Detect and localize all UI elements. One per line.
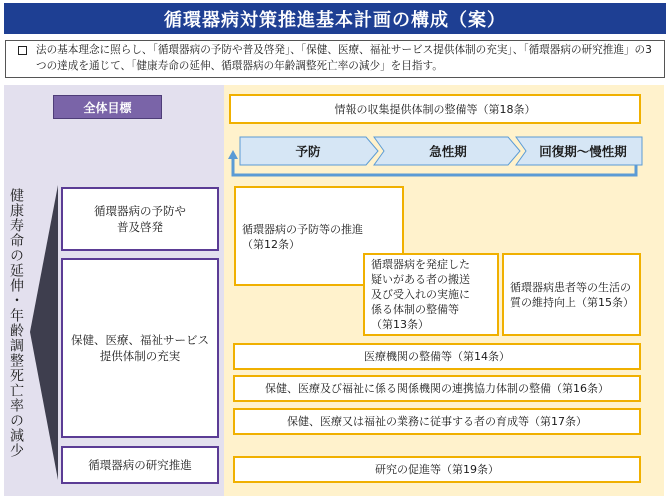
measure-art12: 循環器病の予防等の推進 （第12条） xyxy=(234,186,404,286)
intro-statement xyxy=(5,40,665,78)
phase-label-acute: 急性期 xyxy=(429,144,467,159)
page-title: 循環器病対策推進基本計画の構成（案） xyxy=(4,3,666,34)
care-phases xyxy=(228,131,648,179)
measure-art19: 研究の促進等（第19条） xyxy=(233,456,641,483)
pillar-prevention: 循環器病の予防や 普及啓発 xyxy=(61,187,219,251)
measure-art17: 保健、医療又は福祉の業務に従事する者の育成等（第17条） xyxy=(233,408,641,435)
pillar-services: 保健、医療、福祉サービス 提供体制の充実 xyxy=(61,258,219,438)
loop-arrowhead-icon xyxy=(228,150,238,159)
measure-art15: 循環器病患者等の生活の質の維持向上（第15条） xyxy=(502,253,641,336)
square-bullet-icon xyxy=(18,46,27,55)
phase-label-recovery: 回復期～慢性期 xyxy=(539,144,627,159)
measure-art18: 情報の収集提供体制の整備等（第18条） xyxy=(229,94,641,124)
measure-art14: 医療機関の整備等（第14条） xyxy=(233,343,641,370)
measure-art16: 保健、医療及び福祉に係る関係機関の連携協力体制の整備（第16条） xyxy=(233,375,641,402)
overall-goal-text: 健康寿命の延伸・年齢調整死亡率の減少 xyxy=(8,188,24,458)
left-arrow-icon xyxy=(30,185,60,480)
overall-goal-badge: 全体目標 xyxy=(53,95,162,119)
pillar-research: 循環器病の研究推進 xyxy=(61,446,219,484)
intro-text: 法の基本理念に照らし、「循環器病の予防や普及啓発」、「保健、医療、福祉サービス提供体制の充実」、「循環器病の研究推進」の3つの達成を通じて、「健康寿命の延伸、循環器病の年齢調整死亡率の減少」を目指す。 xyxy=(36,44,652,72)
phase-label-prevention: 予防 xyxy=(295,144,321,159)
measure-art13: 循環器病を発症した 疑いがある者の搬送 及び受入れの実施に 係る体制の整備等 （第13条） xyxy=(363,253,499,336)
